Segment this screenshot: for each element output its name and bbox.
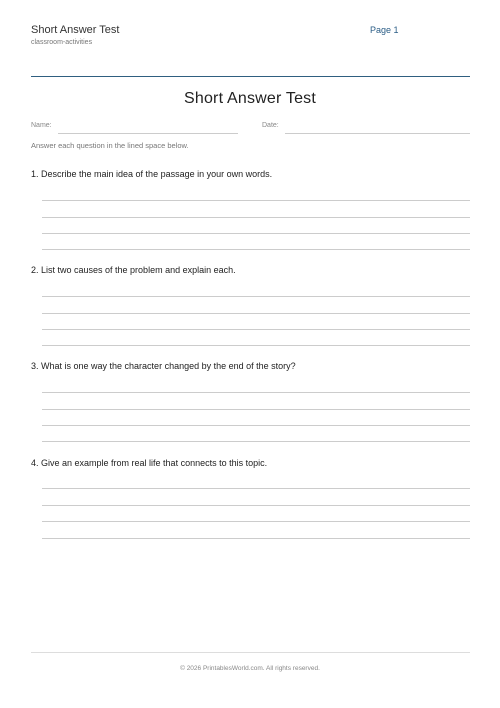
answer-line <box>42 521 470 522</box>
answer-line <box>42 441 470 442</box>
answer-line <box>42 488 470 489</box>
answer-line <box>42 313 470 314</box>
answer-line <box>42 392 470 393</box>
name-label: Name: <box>31 122 52 129</box>
answer-line <box>42 296 470 297</box>
page-number: Page 1 <box>370 25 399 35</box>
date-label: Date: <box>262 122 279 129</box>
header-subtitle: classroom-activities <box>31 39 93 46</box>
question-block-3 <box>31 361 471 371</box>
question-block-1 <box>31 169 471 179</box>
answer-line <box>42 200 470 201</box>
date-field-line <box>285 133 470 134</box>
answer-line <box>42 249 470 250</box>
footer-divider <box>31 652 470 653</box>
answer-line <box>42 409 470 410</box>
question-text: 3. What is one way the character changed by the end of the story? <box>31 361 296 371</box>
question-text: 2. List two causes of the problem and explain each. <box>31 265 236 275</box>
question-block-4 <box>31 458 471 468</box>
answer-line <box>42 425 470 426</box>
answer-line <box>42 233 470 234</box>
document-title: Short Answer Test <box>183 90 317 107</box>
answer-line <box>42 505 470 506</box>
footer-copyright: © 2026 PrintablesWorld.com. All rights reserved. <box>180 665 320 672</box>
answer-line <box>42 329 470 330</box>
name-field-line <box>58 133 238 134</box>
answer-line <box>42 538 470 539</box>
answer-line <box>42 345 470 346</box>
question-text: 1. Describe the main idea of the passage in your own words. <box>31 169 273 179</box>
header-title: Short Answer Test <box>31 24 120 36</box>
question-block-2 <box>31 265 471 275</box>
answer-line <box>42 217 470 218</box>
header-divider <box>31 76 470 77</box>
question-text: 4. Give an example from real life that connects to this topic. <box>31 458 268 468</box>
instructions: Answer each question in the lined space below. <box>31 141 189 150</box>
